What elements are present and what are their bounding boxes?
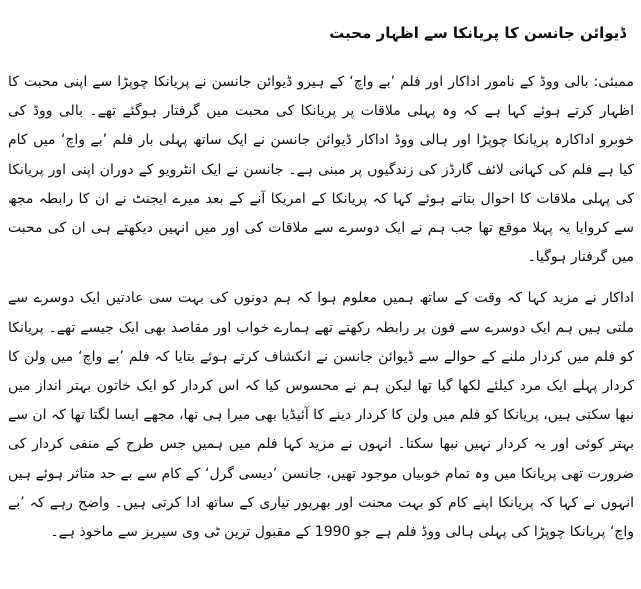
article-headline: ڈیوائن جانسن کا پریانکا سے اظہار محبت xyxy=(329,24,626,42)
news-article xyxy=(8,0,636,589)
article-paragraph-1: ممبئی: بالی ووڈ کے نامور اداکار اور فلم ’بے واچ‘ کے ہیرو ڈیوائن جانسن نے پریانکا چوپڑا سے اپنی محبت کا اظہار کرتے ہوئے کہا ہے کہ وہ پہلی ملاقات پر پریانکا کی محبت میں گرفتار ہوگئے تھے۔ بالی ووڈ کی خوبرو اداکارہ پریانکا چوپڑا اور ہالی ووڈ اداکار ڈیوائن جانسن نے ایک ساتھ پہلی بار فلم ’بے واچ‘ میں کام کیا ہے فلم کی کہانی لائف گارڈز کی زندگیوں پر مبنی ہے۔ جانسن نے ایک انٹرویو کے دوران اپنی اور پریانکا کی پہلی ملاقات کا احوال بتاتے ہوئے کہا کہ پریانکا کے امریکا آنے کے بعد میرے ایجنٹ نے ان کا رابطہ مجھ سے کروایا یہ پہلا موقع تھا جب ہم نے ایک دوسرے سے ملاقات کی اور میں انہیں دیکھتے ہی ان کی محبت میں گرفتار ہوگیا۔ xyxy=(8,74,634,266)
article-paragraph-2: اداکار نے مزید کہا کہ وقت کے ساتھ ہمیں معلوم ہوا کہ ہم دونوں کی بہت سی عادتیں ایک دوسرے سے ملتی ہیں ہم ایک دوسرے سے فون پر رابطہ رکھتے تھے ہمارے خواب اور مقاصد بھی ایک جیسے تھے۔ پریانکا کو فلم میں کردار ملنے کے حوالے سے ڈیوائن جانسن نے انکشاف کرتے ہوئے بتایا کہ فلم ’بے واچ‘ میں ولن کا کردار پہلے ایک مرد کیلئے لکھا گیا تھا لیکن ہم نے محسوس کیا کہ اس کردار کو ایک خاتون بہتر انداز میں نبھا سکتی ہیں، پریانکا کو فلم میں ولن کا کردار دینے کا آئیڈیا بھی میرا ہی تھا، مجھے ایسا لگتا تھا کہ ان سے بہتر کوئی اور یہ کردار نہیں نبھا سکتا۔ انہوں نے مزید کہا فلم میں ہمیں جس طرح کے منفی کردار کی ضرورت تھی پریانکا میں وہ تمام خوبیاں موجود تھیں، جانسن ’دیسی گرل‘ کے کام سے بے حد متاثر ہوئے ہیں انہوں نے کہا کہ پریانکا اپنے کام کو بہت محنت اور بھرپور تیاری کے ساتھ ادا کرتی ہیں۔ واضح رہے کہ ’بے واچ‘ پریانکا چوپڑا کی پہلی ہالی ووڈ فلم ہے جو 1990 کے مقبول ترین ٹی وی سیریز سے ماخوذ ہے۔ xyxy=(8,290,634,541)
